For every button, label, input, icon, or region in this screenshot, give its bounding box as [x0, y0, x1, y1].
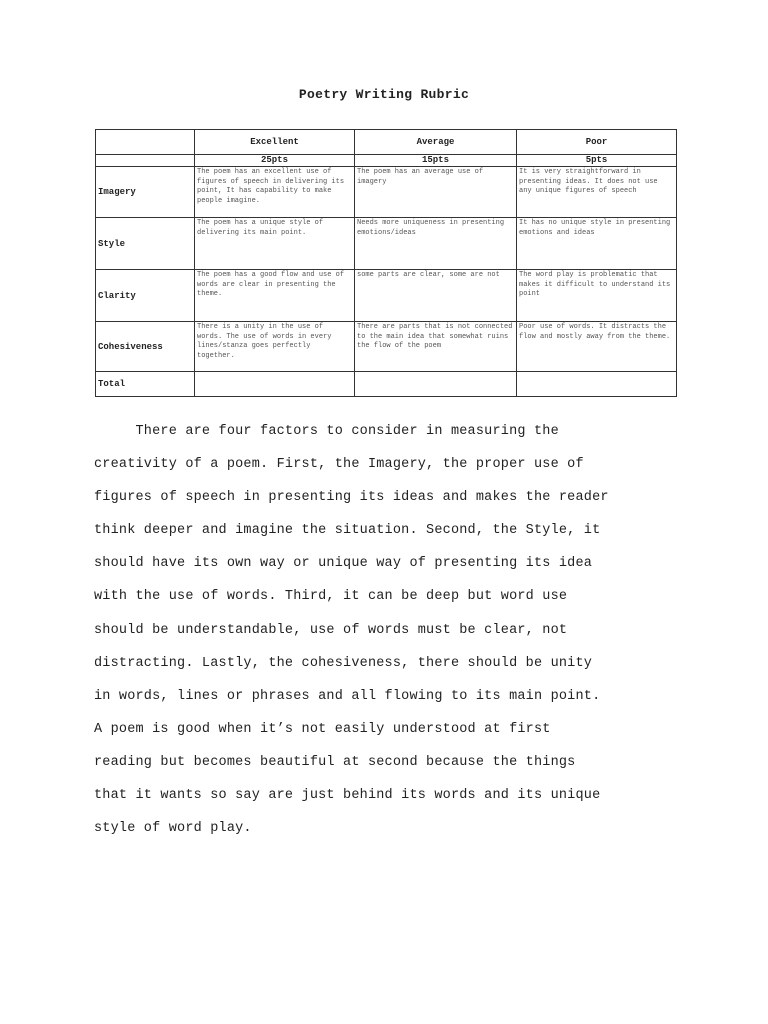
- points-row: [96, 155, 677, 167]
- cell-imagery-poor: It is very straightforward in presenting ideas. It does not use any unique figures of speech: [517, 167, 677, 218]
- cell-style-excellent: The poem has a unique style of delivering its main point.: [195, 218, 355, 270]
- cell-imagery-excellent: The poem has an excellent use of figures of speech in delivering its point, It has capability to make people imagine.: [195, 167, 355, 218]
- header-row: [96, 130, 677, 155]
- essay-line: figures of speech in presenting its ideas and makes the reader: [94, 490, 609, 506]
- total-label: Total: [96, 372, 195, 397]
- criterion-cohesiveness: Cohesiveness: [96, 322, 195, 372]
- points-average: 15pts: [355, 155, 517, 167]
- cell-style-poor: It has no unique style in presenting emotions and ideas: [517, 218, 677, 270]
- total-average: [355, 372, 517, 397]
- essay-line: distracting. Lastly, the cohesiveness, there should be unity: [94, 655, 593, 671]
- cell-clarity-average: some parts are clear, some are not: [355, 270, 517, 322]
- cell-cohesiveness-excellent: There is a unity in the use of words. The use of words in every lines/stanza goes perfectly together.: [195, 322, 355, 372]
- criterion-clarity: Clarity: [96, 270, 195, 322]
- table-row: [96, 322, 677, 372]
- criterion-style: Style: [96, 218, 195, 270]
- header-poor: Poor: [517, 130, 677, 155]
- table-row: [96, 167, 677, 218]
- total-row: [96, 372, 677, 397]
- essay-paragraph: [94, 415, 684, 845]
- cell-imagery-average: The poem has an average use of imagery: [355, 167, 517, 218]
- table-row: [96, 270, 677, 322]
- cell-clarity-excellent: The poem has a good flow and use of words are clear in presenting the theme.: [195, 270, 355, 322]
- essay-line: that it wants so say are just behind its words and its unique: [94, 788, 601, 804]
- essay-line: should be understandable, use of words must be clear, not: [94, 622, 568, 638]
- rubric-table: [95, 129, 677, 397]
- cell-style-average: Needs more uniqueness in presenting emotions/ideas: [355, 218, 517, 270]
- cell-cohesiveness-poor: Poor use of words. It distracts the flow and mostly away from the theme.: [517, 322, 677, 372]
- header-average: Average: [355, 130, 517, 155]
- page-title: Poetry Writing Rubric: [298, 87, 470, 102]
- points-poor: 5pts: [517, 155, 677, 167]
- total-poor: [517, 372, 677, 397]
- points-excellent: 25pts: [195, 155, 355, 167]
- corner-cell: [96, 130, 195, 155]
- header-excellent: Excellent: [195, 130, 355, 155]
- essay-line: with the use of words. Third, it can be deep but word use: [94, 589, 568, 605]
- total-excellent: [195, 372, 355, 397]
- corner-cell: [96, 155, 195, 167]
- essay-line: in words, lines or phrases and all flowing to its main point.: [94, 688, 601, 704]
- table-row: [96, 218, 677, 270]
- essay-line: should have its own way or unique way of presenting its idea: [94, 556, 593, 572]
- cell-cohesiveness-average: There are parts that is not connected to the main idea that somewhat ruins the flow of the poem: [355, 322, 517, 372]
- cell-clarity-poor: The word play is problematic that makes it difficult to understand its point: [517, 270, 677, 322]
- criterion-imagery: Imagery: [96, 167, 195, 218]
- essay-line: think deeper and imagine the situation. Second, the Style, it: [94, 523, 601, 539]
- essay-line: reading but becomes beautiful at second because the things: [94, 754, 576, 770]
- essay-line: A poem is good when it’s not easily understood at first: [94, 721, 551, 737]
- essay-line: style of word play.: [94, 821, 252, 837]
- essay-line: There are four factors to consider in measuring the: [94, 424, 559, 439]
- essay-line: creativity of a poem. First, the Imagery, the proper use of: [94, 457, 584, 473]
